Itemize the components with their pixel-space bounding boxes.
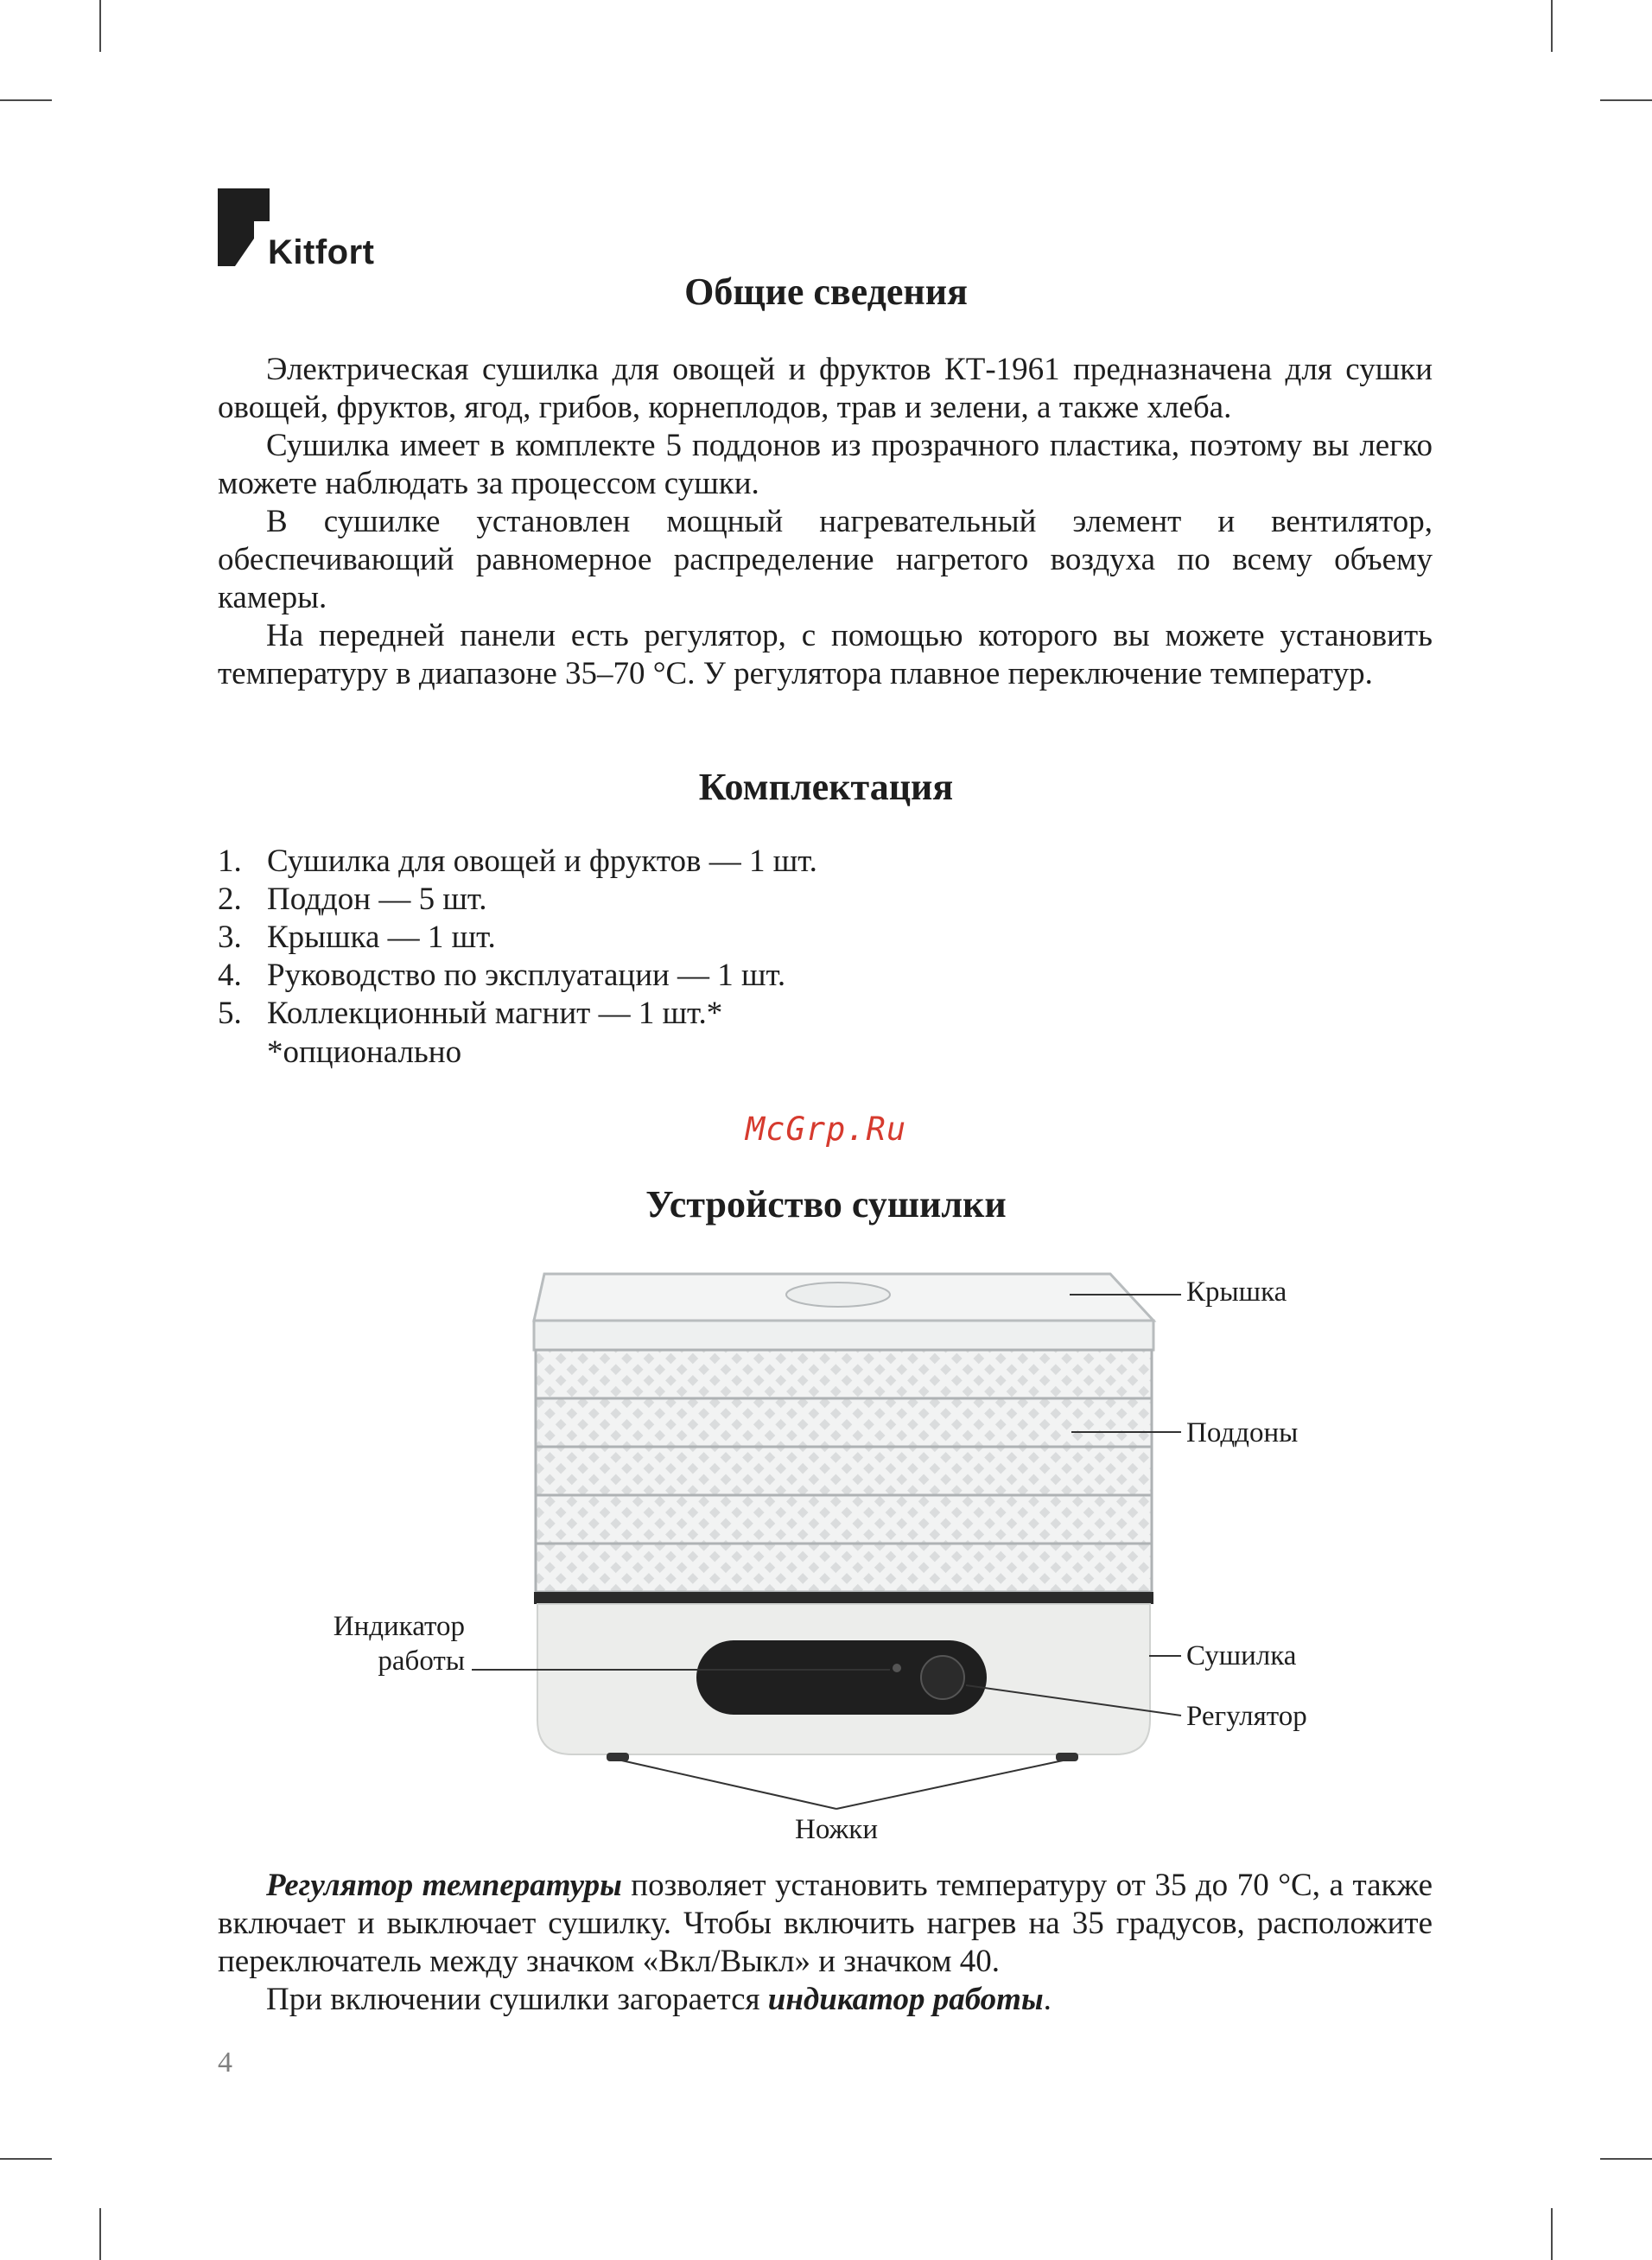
paragraph: Электрическая сушилка для овощей и фруктов КТ-1961 предназначена для сушки овощей, фруктов, ягод, грибов, корнеплодов, трав и зелени, а также хлеба.: [218, 352, 1433, 425]
label-dryer: Сушилка: [1186, 1640, 1297, 1671]
optional-note: *опционально: [267, 1035, 462, 1070]
leader-lines: [472, 1295, 1181, 1809]
list-text: Руководство по эксплуатации — 1 шт.: [267, 958, 786, 993]
regulator-description: [218, 1867, 1433, 2019]
label-lid: Крышка: [1186, 1276, 1287, 1308]
indicator-light: [893, 1664, 901, 1672]
list-number: 4.: [218, 958, 242, 993]
crop-mark: [1600, 99, 1652, 101]
dryer-base: [534, 1592, 1153, 1761]
bold-term: индикатор работы: [767, 1982, 1044, 2017]
crop-mark: [1551, 2208, 1553, 2260]
paragraph: [218, 1867, 1433, 1981]
trays: [536, 1350, 1152, 1592]
list-number: 1.: [218, 844, 242, 879]
general-text: [218, 351, 1433, 693]
list-number: 3.: [218, 920, 242, 955]
watermark[interactable]: McGrp.Ru: [745, 1111, 907, 1148]
list-item: [218, 995, 817, 1033]
crop-mark: [99, 2208, 101, 2260]
paragraph: На передней панели есть регулятор, с помощью которого вы можете установить температуру в диапазоне 35–70 °С. У регулятора плавное переключение температур.: [218, 618, 1433, 691]
crop-mark: [1551, 0, 1553, 52]
crop-mark: [0, 2158, 52, 2160]
crop-mark: [1600, 2158, 1652, 2160]
text-span: .: [1043, 1982, 1052, 2017]
paragraph: [218, 1981, 1433, 2019]
list-item: [218, 843, 817, 881]
list-item: [218, 957, 817, 995]
crop-mark: [0, 99, 52, 101]
list-number: 2.: [218, 882, 242, 917]
list-text: Поддон — 5 шт.: [267, 882, 487, 917]
brand-name: Kitfort: [268, 233, 375, 271]
text-span: позволяет установить температуру от 35 до 70 °С, а также включает и выключает сушилку. Чтобы включить нагрев на 35 градусов, расположите переключатель между значком «Вкл/Выкл» и значком 40.: [218, 1868, 1433, 1979]
label-indicator: [322, 1609, 465, 1678]
label-indicator-line: работы: [378, 1646, 465, 1677]
list-text: Коллекционный магнит — 1 шт.*: [267, 996, 723, 1031]
list-item: [218, 919, 817, 957]
label-indicator-line: Индикатор: [333, 1611, 465, 1642]
bold-term: Регулятор температуры: [266, 1868, 622, 1903]
section-title-contents: Комплектация: [698, 766, 954, 808]
lid: [534, 1274, 1153, 1350]
list-number: 5.: [218, 996, 242, 1031]
section-title-device: Устройство сушилки: [645, 1183, 1007, 1225]
page-number: 4: [218, 2047, 232, 2079]
list-text: Крышка — 1 шт.: [267, 920, 496, 955]
section-title-general: Общие сведения: [684, 271, 968, 313]
label-regulator: Регулятор: [1186, 1701, 1307, 1732]
paragraph: Сушилка имеет в комплекте 5 поддонов из прозрачного пластика, поэтому вы легко можете наблюдать за процессом сушки.: [218, 428, 1433, 501]
label-feet: Ножки: [795, 1814, 879, 1845]
crop-mark: [99, 0, 101, 52]
label-trays: Поддоны: [1186, 1417, 1299, 1448]
list-text: Сушилка для овощей и фруктов — 1 шт.: [267, 844, 817, 879]
text-span: При включении сушилки загорается: [266, 1982, 768, 2017]
paragraph: В сушилке установлен мощный нагревательный элемент и вентилятор, обеспечивающий равномерное распределение нагретого воздуха по всему объему камеры.: [218, 504, 1433, 615]
list-item: [218, 881, 817, 919]
contents-list: [218, 843, 817, 1033]
